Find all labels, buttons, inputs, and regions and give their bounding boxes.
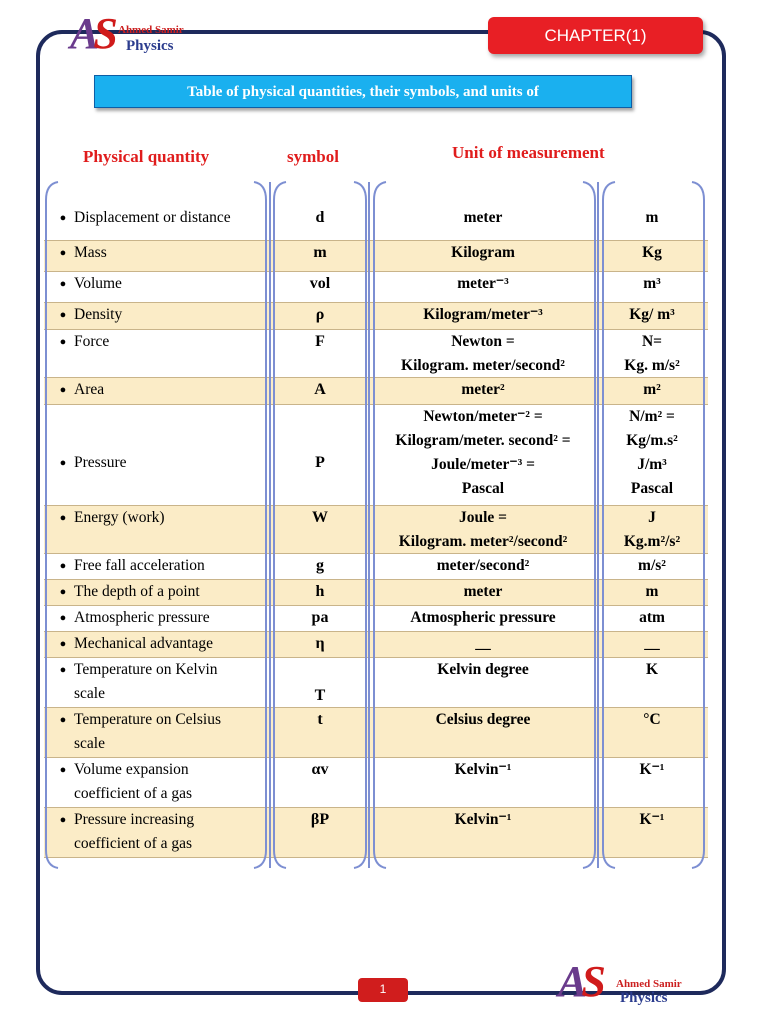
unit-name: Kilogram. meter²/second² (398, 533, 568, 550)
unit-abbreviation: N/m² = (629, 408, 675, 425)
brace-icon (370, 180, 388, 870)
quantity-name: Area (74, 381, 105, 398)
bullet-icon: ● (59, 612, 67, 624)
quantity-name: coefficient of a gas (74, 835, 193, 852)
unit-abbreviation: K⁻¹ (639, 811, 665, 828)
unit-cell (370, 378, 596, 404)
unit-cell (370, 272, 596, 302)
unit-name: Newton = (451, 333, 515, 350)
unit-name: Kilogram/meter. second² = (395, 432, 571, 449)
quantity-symbol: h (315, 583, 325, 600)
quantity-name: Free fall acceleration (74, 557, 205, 574)
quantity-symbol: m (313, 244, 327, 261)
brace-icon (581, 180, 599, 870)
unit-cell (370, 580, 596, 605)
unit-cell (370, 708, 596, 757)
quantity-cell (44, 554, 270, 579)
logo-bottom (558, 957, 708, 1008)
quantity-name: scale (74, 685, 105, 702)
bullet-icon: ● (59, 764, 67, 776)
quantity-cell (44, 632, 270, 657)
unit-cell (370, 632, 596, 657)
unit-abbreviation: Kg/m.s² (626, 432, 678, 449)
table-title-banner: Table of physical quantities, their symbols, and units of (94, 75, 632, 108)
quantity-name: Atmospheric pressure (74, 609, 210, 626)
logo-top (70, 9, 210, 60)
unit-cell (370, 606, 596, 631)
unit-abbreviation: Kg. m/s² (624, 357, 680, 374)
unit-abbreviation: J/m³ (637, 456, 667, 473)
bullet-icon: ● (59, 336, 67, 348)
unit-name: Kilogram. meter/second² (401, 357, 565, 374)
quantity-symbol: F (315, 333, 325, 350)
unit-abbreviation: J (648, 509, 656, 526)
unit-cell (370, 808, 596, 857)
unit-name: Kelvin degree (437, 661, 529, 678)
unit-name: Atmospheric pressure (410, 609, 556, 626)
unit-abbreviation: Pascal (630, 480, 674, 497)
quantity-name: Mass (74, 244, 107, 261)
brace-icon (352, 180, 370, 870)
quantity-symbol: vol (309, 275, 331, 292)
chapter-label: CHAPTER(1) (488, 17, 703, 54)
quantity-symbol: T (314, 687, 326, 704)
unit-name: __ (475, 635, 491, 652)
unit-name: Pascal (461, 480, 505, 497)
quantity-name: Volume (74, 275, 122, 292)
quantity-symbol: P (315, 454, 325, 471)
unit-cell (370, 658, 596, 707)
unit-abbreviation: m³ (643, 275, 661, 292)
unit-name: meter⁻³ (457, 275, 509, 292)
quantity-name: Volume expansion (74, 761, 189, 778)
unit-abbreviation: Kg (642, 244, 662, 261)
quantity-name: Temperature on Kelvin (74, 661, 218, 678)
logo-monogram: AS (70, 9, 112, 58)
brace-icon (599, 180, 617, 870)
unit-cell (370, 405, 596, 505)
quantity-name: Energy (work) (74, 509, 165, 526)
unit-name: Joule = (458, 509, 507, 526)
quantity-cell (44, 708, 270, 757)
unit-abbreviation: m (645, 209, 659, 226)
unit-name: Kelvin⁻¹ (454, 811, 512, 828)
unit-abbreviation: N= (641, 333, 663, 350)
quantity-cell (44, 758, 270, 807)
brace-icon (252, 180, 270, 870)
quantity-name: scale (74, 735, 105, 752)
logo-name: Ahmed Samir (118, 24, 184, 36)
bullet-icon: ● (59, 247, 67, 259)
quantity-cell (44, 330, 270, 377)
quantity-cell (44, 658, 270, 707)
header-physical-quantity: Physical quantity (83, 147, 210, 166)
quantity-symbol: η (315, 635, 325, 652)
logo-subject: Physics (126, 38, 174, 54)
logo-monogram: AS (558, 957, 600, 1006)
left-brace-icon (42, 180, 60, 870)
unit-cell (370, 303, 596, 329)
unit-abbreviation: K⁻¹ (639, 761, 665, 778)
quantity-cell (44, 272, 270, 302)
quantity-cell (44, 405, 270, 505)
quantity-name: The depth of a point (74, 583, 200, 600)
unit-abbreviation: atm (639, 609, 665, 626)
unit-abbreviation: K (645, 661, 659, 678)
bullet-icon: ● (59, 714, 67, 726)
bullet-icon: ● (59, 664, 67, 676)
unit-name: meter/second² (436, 557, 530, 574)
unit-name: meter (463, 583, 503, 600)
header-symbol: symbol (287, 147, 339, 166)
quantity-symbol: W (312, 509, 328, 526)
unit-abbreviation: __ (644, 635, 660, 652)
quantity-symbol: A (314, 381, 326, 398)
quantity-cell (44, 378, 270, 404)
bullet-icon: ● (59, 457, 67, 469)
unit-cell (370, 330, 596, 377)
bullet-icon: ● (59, 814, 67, 826)
quantity-name: Density (74, 306, 123, 323)
quantity-name: Pressure (74, 454, 127, 471)
quantity-symbol: t (317, 711, 323, 728)
quantity-symbol: βP (310, 811, 330, 828)
unit-cell (370, 195, 596, 240)
quantity-name: Displacement or distance (74, 209, 231, 226)
quantity-cell (44, 580, 270, 605)
right-brace-icon (690, 180, 708, 870)
unit-abbreviation: °C (643, 711, 661, 728)
bullet-icon: ● (59, 638, 67, 650)
header-unit: Unit of measurement (452, 143, 605, 162)
quantity-cell (44, 808, 270, 857)
quantity-cell (44, 506, 270, 553)
unit-abbreviation: Kg.m²/s² (623, 533, 681, 550)
unit-name: meter² (461, 381, 505, 398)
bullet-icon: ● (59, 560, 67, 572)
unit-name: Kilogram (451, 244, 515, 261)
quantity-cell (44, 303, 270, 329)
unit-abbreviation: Kg/ m³ (629, 306, 675, 323)
quantity-cell (44, 195, 270, 240)
unit-name: Kelvin⁻¹ (454, 761, 512, 778)
quantity-name: Force (74, 333, 110, 350)
bullet-icon: ● (59, 212, 67, 224)
unit-cell (370, 241, 596, 271)
bullet-icon: ● (59, 512, 67, 524)
unit-name: Celsius degree (435, 711, 531, 728)
unit-name: meter (463, 209, 503, 226)
quantity-name: Pressure increasing (74, 811, 195, 828)
unit-name: Joule/meter⁻³ = (431, 456, 535, 473)
unit-cell (370, 506, 596, 553)
quantity-symbol: pa (311, 609, 329, 626)
quantity-cell (44, 606, 270, 631)
bullet-icon: ● (59, 309, 67, 321)
brace-icon (270, 180, 288, 870)
unit-abbreviation: m (645, 583, 659, 600)
page-number: 1 (358, 978, 408, 1002)
logo-subject: Physics (620, 990, 668, 1006)
unit-cell (370, 758, 596, 807)
bullet-icon: ● (59, 586, 67, 598)
quantity-symbol: g (316, 557, 324, 574)
unit-abbreviation: m² (643, 381, 661, 398)
quantity-symbol: αv (311, 761, 329, 778)
quantity-name: coefficient of a gas (74, 785, 193, 802)
unit-name: Newton/meter⁻² = (423, 408, 543, 425)
unit-abbreviation: m/s² (638, 557, 666, 574)
unit-name: Kilogram/meter⁻³ (423, 306, 543, 323)
quantity-name: Temperature on Celsius (74, 711, 221, 728)
quantity-name: Mechanical advantage (74, 635, 213, 652)
bullet-icon: ● (59, 384, 67, 396)
logo-name: Ahmed Samir (616, 978, 682, 990)
bullet-icon: ● (59, 278, 67, 290)
quantity-symbol: ρ (315, 306, 325, 323)
quantity-symbol: d (315, 209, 325, 226)
quantity-cell (44, 241, 270, 271)
unit-cell (370, 554, 596, 579)
